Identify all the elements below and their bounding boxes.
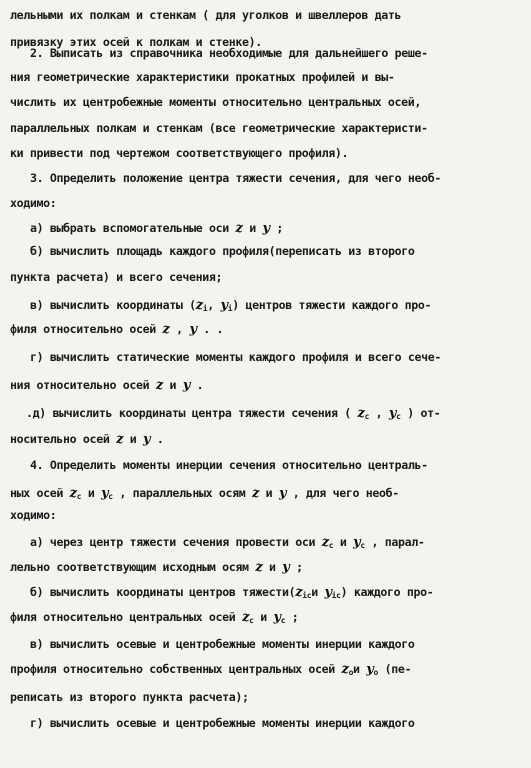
- handwritten-symbol: z: [235, 221, 243, 236]
- typed-text: ных осей: [10, 486, 70, 500]
- subscript: i: [202, 304, 208, 313]
- typed-text: параллельных полкам и стенкам (все геометрические характеристи-: [10, 121, 428, 135]
- typed-text: и: [242, 221, 263, 235]
- text-line: [10, 95, 521, 109]
- subscript: ic: [331, 591, 341, 600]
- typed-text: в) вычислить осевые и центробежные моменты инерции каждого: [30, 637, 415, 651]
- typed-text: ,: [369, 406, 389, 420]
- typed-text: г) вычислить осевые и центробежные моменты инерции каждого: [30, 716, 415, 730]
- handwritten-symbol: y: [282, 560, 290, 575]
- typed-text: б) вычислить координаты центров тяжести(: [30, 585, 296, 599]
- handwritten-symbol: z: [252, 486, 260, 501]
- subscript: c: [396, 412, 401, 421]
- text-line: [10, 662, 521, 680]
- handwritten-symbol: z: [242, 610, 250, 625]
- handwritten-symbol: z: [295, 585, 303, 600]
- typed-text: ния относительно осей: [10, 378, 156, 392]
- handwritten-symbol: z: [195, 298, 203, 313]
- handwritten-symbol: y: [353, 535, 361, 550]
- text-line: [10, 690, 521, 704]
- text-line: [10, 432, 521, 447]
- subscript: c: [108, 492, 113, 501]
- typed-text: ;: [289, 560, 303, 574]
- text-line: [10, 406, 531, 424]
- typed-text: , параллельных осям: [112, 486, 252, 500]
- typed-text: ,: [207, 298, 221, 312]
- typed-text: (пе-: [377, 662, 412, 676]
- handwritten-symbol: y: [273, 610, 281, 625]
- typed-text: ;: [269, 221, 283, 235]
- text-line: [10, 70, 521, 84]
- text-line: [10, 196, 521, 210]
- typed-text: .: [190, 378, 204, 392]
- handwritten-symbol: y: [220, 298, 228, 313]
- text-line: [10, 121, 521, 135]
- handwritten-symbol: y: [101, 486, 109, 501]
- typed-text: .: [150, 432, 164, 446]
- typed-text: и: [262, 560, 283, 574]
- handwritten-symbol: z: [69, 486, 77, 501]
- typed-text: .д) вычислить координаты центра тяжести сечения (: [26, 406, 358, 420]
- handwritten-symbol: y: [366, 662, 374, 677]
- typed-text: 3. Определить положение центра тяжести сечения, для чего необ-: [30, 171, 442, 185]
- typed-text: пункта расчета) и всего сечения;: [10, 270, 223, 284]
- typed-text: числить их центробежные моменты относительно центральных осей,: [10, 95, 422, 109]
- handwritten-symbol: y: [324, 585, 332, 600]
- typed-text: ходимо:: [10, 508, 57, 522]
- typed-text: , для чего необ-: [286, 486, 399, 500]
- subscript: c: [364, 412, 370, 421]
- text-line: [10, 458, 531, 472]
- typed-text: и: [311, 585, 325, 599]
- text-line: [10, 322, 521, 337]
- typed-text: ния геометрические характеристики прокатных профилей и вы-: [10, 70, 395, 84]
- typed-text: и: [81, 486, 102, 500]
- text-line: [10, 244, 531, 258]
- typed-text: 4. Определить моменты инерции сечения относительно централь-: [30, 458, 428, 472]
- typed-text: г) вычислить статические моменты каждого профиля и всего сече-: [30, 350, 442, 364]
- typed-text: и: [333, 535, 354, 549]
- text-line: [10, 560, 521, 575]
- subscript: o: [348, 668, 354, 677]
- text-line: [10, 508, 521, 522]
- typed-text: . .: [196, 322, 224, 336]
- typed-text: а) через центр тяжести сечения провести оси: [30, 535, 322, 549]
- typed-text: ) центров тяжести каждого про-: [232, 298, 432, 312]
- handwritten-symbol: z: [155, 378, 163, 393]
- text-line: [10, 350, 531, 364]
- typed-text: ходимо:: [10, 196, 57, 210]
- text-line: [10, 270, 521, 284]
- subscript: c: [249, 616, 254, 625]
- text-line: [10, 146, 521, 160]
- handwritten-symbol: y: [143, 432, 151, 447]
- handwritten-symbol: y: [388, 406, 397, 421]
- text-line: [10, 610, 521, 628]
- typed-text: профиля относительно собственных центральных осей: [10, 662, 342, 676]
- typed-text: , парал-: [364, 535, 425, 549]
- typed-text: лельными их полкам и стенкам ( для уголков и швеллеров дать: [10, 8, 402, 22]
- typed-text: б) вычислить площадь каждого профиля(переписать из второго: [30, 244, 415, 258]
- typed-text: ;: [285, 610, 299, 624]
- subscript: c: [280, 616, 286, 625]
- handwritten-symbol: y: [262, 221, 270, 236]
- text-line: [10, 46, 531, 60]
- typed-text: и: [162, 378, 183, 392]
- typed-text: ки привести под чертежом соответствующего профиля).: [10, 146, 349, 160]
- subscript: o: [373, 668, 378, 677]
- typed-text: в) вычислить координаты (: [30, 298, 196, 312]
- typed-text: привязку этих осей к полкам и стенке).: [10, 35, 262, 49]
- typed-text: реписать из второго пункта расчета);: [10, 690, 249, 704]
- subscript: c: [76, 492, 82, 501]
- handwritten-symbol: z: [255, 560, 263, 575]
- typed-text: ) каждого про-: [340, 585, 434, 599]
- typed-text: ,: [169, 322, 190, 336]
- handwritten-symbol: z: [321, 535, 329, 550]
- subscript: c: [360, 541, 365, 550]
- handwritten-symbol: y: [182, 378, 191, 393]
- typed-text: филя относительно осей: [10, 322, 163, 336]
- subscript: i: [227, 304, 233, 313]
- typed-text: 2. Выписать из справочника необходимые для дальнейшего реше-: [30, 46, 428, 60]
- text-line: [10, 637, 531, 651]
- typed-text: ) от-: [400, 406, 441, 420]
- text-line: [10, 716, 531, 730]
- handwritten-symbol: z: [341, 662, 349, 677]
- text-line: [10, 585, 531, 603]
- typed-text: и: [253, 610, 274, 624]
- text-line: [10, 221, 531, 236]
- text-line: [10, 8, 521, 22]
- text-line: [10, 486, 521, 504]
- handwritten-symbol: y: [278, 486, 287, 501]
- typed-text: и: [123, 432, 144, 446]
- subscript: c: [328, 541, 334, 550]
- text-line: [10, 535, 531, 553]
- text-line: [10, 171, 531, 185]
- text-line: [10, 298, 531, 316]
- typed-text: а) выбрать вспомогательные оси: [30, 221, 236, 235]
- typed-text: филя относительно центральных осей: [10, 610, 243, 624]
- handwritten-symbol: z: [162, 322, 170, 337]
- handwritten-symbol: z: [357, 406, 365, 421]
- typed-text: носительно осей: [10, 432, 117, 446]
- handwritten-symbol: z: [116, 432, 124, 447]
- subscript: ic: [302, 591, 312, 600]
- text-line: [10, 378, 521, 393]
- typed-text: и: [353, 662, 367, 676]
- typed-text: и: [259, 486, 279, 500]
- handwritten-symbol: y: [189, 322, 197, 337]
- typed-text: лельно соответствующим исходным осям: [10, 560, 256, 574]
